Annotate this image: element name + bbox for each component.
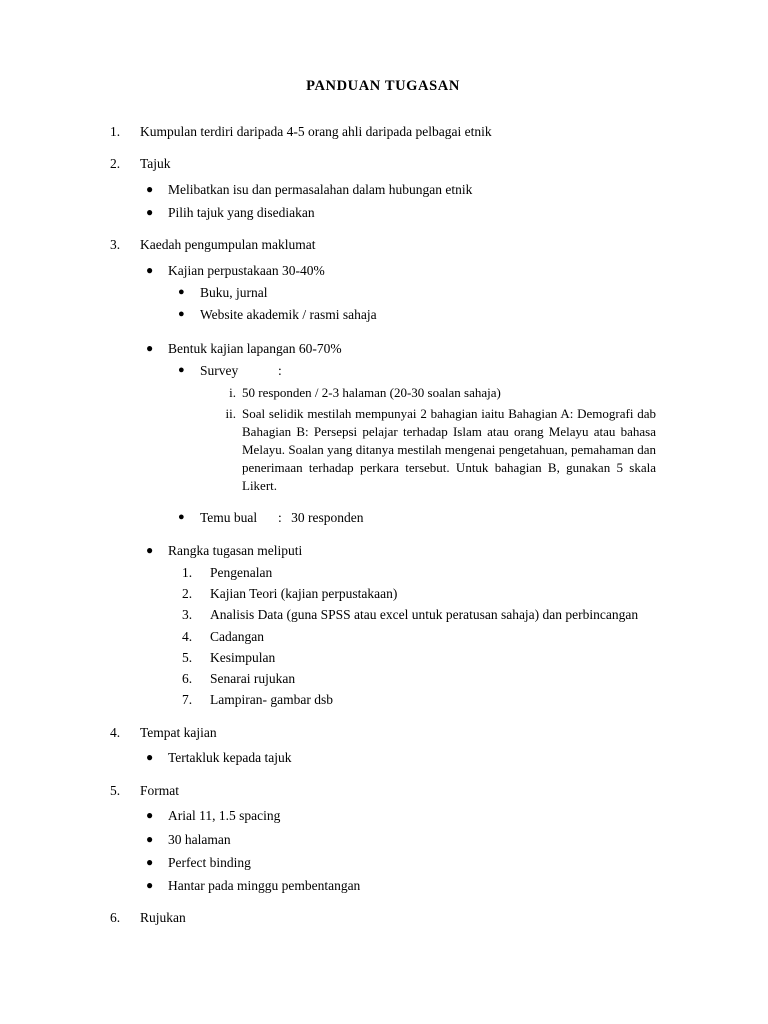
- list-marker: 5.: [110, 782, 121, 798]
- list-item: [168, 606, 656, 624]
- list-item-text: Buku, jurnal: [200, 285, 268, 301]
- bullet-icon: ●: [178, 308, 185, 321]
- list-item-label: Temu bual: [200, 509, 258, 525]
- bullet-icon: ●: [146, 854, 154, 869]
- list-marker: 2.: [182, 586, 193, 602]
- list-item-text: Pilih tajuk yang disediakan: [168, 204, 315, 220]
- list-item-4: [110, 724, 656, 768]
- list-item: [168, 628, 656, 646]
- list-item: [168, 691, 656, 709]
- list-item-text: Format: [140, 782, 179, 798]
- list-item: [140, 807, 656, 825]
- list-item-2: [110, 155, 656, 222]
- list-item: [200, 384, 656, 402]
- numbered-sublist: [168, 564, 656, 710]
- bullet-icon: ●: [146, 831, 154, 846]
- list-item: [140, 542, 656, 710]
- bullet-icon: ●: [146, 204, 154, 219]
- list-item: [140, 262, 656, 325]
- list-item-text: Kajian Teori (kajian perpustakaan): [210, 586, 398, 602]
- list-item-1: [110, 123, 656, 141]
- bullet-icon: ●: [178, 286, 185, 299]
- list-item: [140, 181, 656, 199]
- list-item-text: Kumpulan terdiri daripada 4-5 orang ahli daripada pelbagai etnik: [140, 124, 492, 139]
- list-item-text: 50 responden / 2-3 halaman (20-30 soalan sahaja): [242, 384, 501, 400]
- list-marker: 6.: [110, 910, 121, 926]
- list-item: [140, 877, 656, 895]
- list-item: [140, 749, 656, 767]
- list-marker: 4.: [182, 628, 193, 644]
- bullet-icon: ●: [146, 808, 154, 823]
- list-item: [168, 284, 656, 302]
- list-marker: 5.: [182, 649, 193, 665]
- list-item: [140, 854, 656, 872]
- list-marker: 3.: [110, 237, 121, 253]
- list-item-text: Kajian perpustakaan 30-40%: [168, 262, 325, 278]
- list-marker: 1.: [110, 124, 121, 139]
- sublist: [168, 362, 656, 527]
- list-item-label: Survey: [200, 362, 239, 378]
- bullet-icon: ●: [146, 750, 154, 765]
- list-item-text: Hantar pada minggu pembentangan: [168, 878, 361, 894]
- list-item-text: Bentuk kajian lapangan 60-70%: [168, 340, 342, 356]
- list-item-text: Rangka tugasan meliputi: [168, 542, 303, 558]
- list-marker: 6.: [182, 671, 193, 687]
- sublist: [140, 181, 656, 222]
- list-item-5: [110, 782, 656, 896]
- list-marker: ii.: [225, 405, 236, 421]
- list-item-text: Cadangan: [210, 628, 264, 644]
- bullet-icon: ●: [146, 340, 154, 355]
- list-item: [168, 509, 656, 527]
- list-item: [168, 362, 656, 495]
- sublist: [140, 262, 656, 710]
- list-item-text: Senarai rujukan: [210, 671, 296, 687]
- list-item: [168, 564, 656, 582]
- list-item-6: [110, 909, 656, 927]
- list-item: [168, 306, 656, 324]
- list-item-text: Website akademik / rasmi sahaja: [200, 307, 377, 323]
- list-item: [140, 831, 656, 849]
- list-item-value: 30 responden: [291, 509, 364, 525]
- list-item-text: Tertakluk kepada tajuk: [168, 750, 292, 766]
- bullet-icon: ●: [146, 262, 154, 277]
- sublist: [140, 807, 656, 895]
- list-item: [168, 649, 656, 667]
- list-item-text: Kaedah pengumpulan maklumat: [140, 237, 316, 253]
- list-marker: 1.: [182, 565, 193, 581]
- list-item-text: Soal selidik mestilah mempunyai 2 bahagian iaitu Bahagian A: Demografi dab Bahagian B: Persepsi pelajar terhadap Islam atau orang Melayu atau bahasa Melayu. Soalan yang ditanya mestilah mengenai pengetahuan, pemahaman dan penerimaan terhadap perkara tersebut. Untuk bahagian B, gunakan 5 skala Likert.: [242, 405, 656, 493]
- bullet-icon: ●: [146, 542, 154, 557]
- main-list: [110, 123, 656, 927]
- list-item: [140, 340, 656, 527]
- spacer: [140, 330, 656, 340]
- list-marker: 2.: [110, 155, 121, 171]
- list-item-3: [110, 236, 656, 710]
- bullet-icon: ●: [146, 878, 154, 893]
- colon-separator: :: [278, 509, 282, 525]
- list-item-text: Tajuk: [140, 155, 171, 171]
- spacer: [140, 532, 656, 542]
- list-marker: 7.: [182, 692, 193, 708]
- list-item-text: Melibatkan isu dan permasalahan dalam hubungan etnik: [168, 181, 473, 197]
- list-marker: 3.: [182, 607, 193, 623]
- list-item-text: Pengenalan: [210, 565, 273, 581]
- spacer: [168, 499, 656, 509]
- sublist: [168, 284, 656, 324]
- bullet-icon: ●: [178, 510, 185, 523]
- list-item-text: 30 halaman: [168, 831, 231, 847]
- list-item-text: Rujukan: [140, 910, 186, 926]
- list-item-text: Perfect binding: [168, 854, 251, 870]
- list-item: [140, 204, 656, 222]
- list-item: [168, 670, 656, 688]
- list-item-text: Tempat kajian: [140, 724, 217, 740]
- list-item-text: Analisis Data (guna SPSS atau excel untuk peratusan sahaja) dan perbincangan: [210, 607, 639, 623]
- list-item-text: Arial 11, 1.5 spacing: [168, 808, 281, 824]
- list-item-text: Kesimpulan: [210, 649, 276, 665]
- list-item: [200, 405, 656, 495]
- list-marker: i.: [229, 384, 236, 400]
- list-item-text: Lampiran- gambar dsb: [210, 692, 333, 708]
- page-title: PANDUAN TUGASAN: [306, 78, 460, 94]
- roman-list: [200, 384, 656, 495]
- bullet-icon: ●: [178, 363, 185, 376]
- bullet-icon: ●: [146, 181, 154, 196]
- list-item: [168, 585, 656, 603]
- list-marker: 4.: [110, 724, 121, 740]
- sublist: [140, 749, 656, 767]
- colon-separator: :: [278, 362, 282, 378]
